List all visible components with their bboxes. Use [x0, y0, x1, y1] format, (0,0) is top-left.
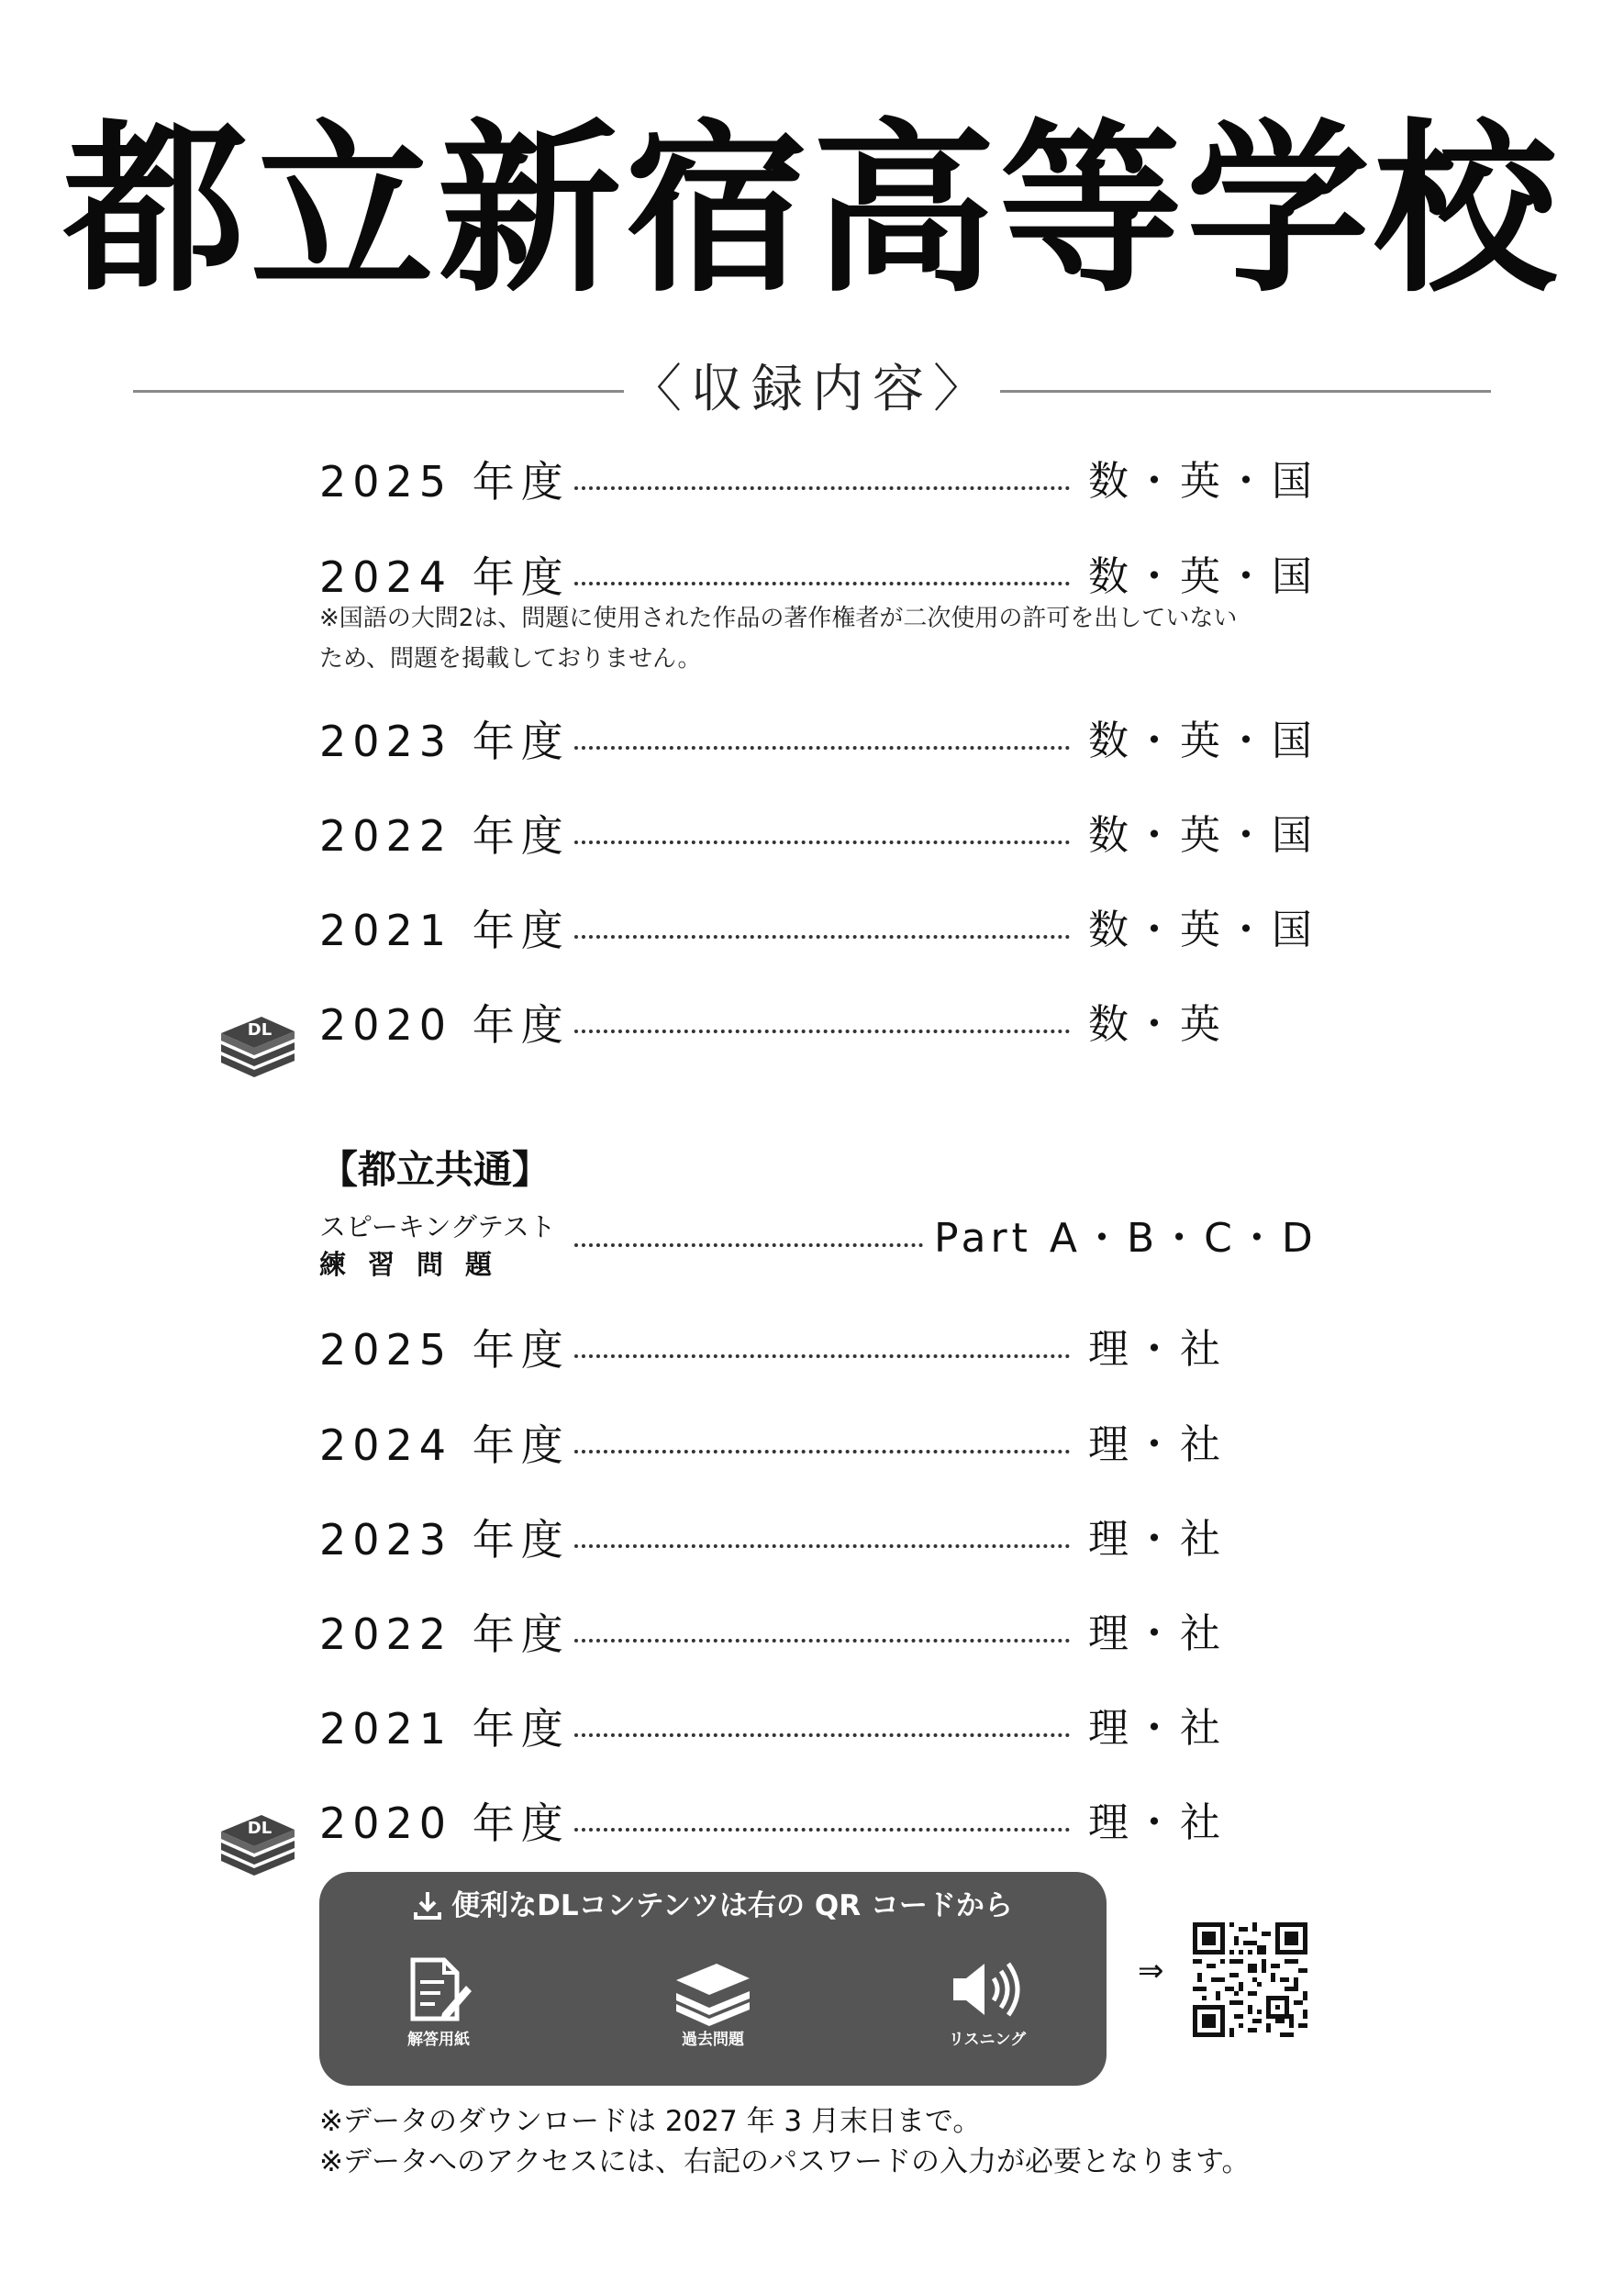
row-year: 2025 年度: [319, 1325, 570, 1375]
row-subjects: 理・社: [1088, 1799, 1226, 1846]
row-subjects: 数・英・国: [1088, 458, 1318, 505]
banner-heading-text: 便利なDLコンテンツは右の QR コードから: [451, 1889, 1013, 1922]
speaker-icon: [946, 1953, 1029, 2026]
row-year: 2020 年度: [319, 1798, 570, 1848]
leader-dots: [574, 841, 1070, 844]
leader-dots: [574, 486, 1070, 490]
leader-dots: [574, 935, 1070, 939]
footnote-download-deadline: ※データのダウンロードは 2027 年 3 月末日まで。: [319, 2105, 982, 2138]
row-subjects: 理・社: [1088, 1705, 1226, 1752]
row-subjects: 理・社: [1088, 1421, 1226, 1468]
leader-dots: [574, 582, 1070, 585]
row-year: 2021 年度: [319, 906, 570, 955]
leader-dots: [574, 1354, 1070, 1358]
row-subjects: 理・社: [1088, 1326, 1226, 1373]
row-subjects: 数・英: [1088, 1001, 1226, 1048]
row-year: 2022 年度: [319, 1609, 570, 1659]
speaking-test-label: スピーキングテスト: [319, 1211, 556, 1242]
download-books-icon: [214, 1000, 302, 1077]
leader-dots: [574, 1450, 1070, 1453]
row-subjects: 数・英・国: [1088, 812, 1318, 859]
section-rule-left: [133, 390, 624, 393]
answer-sheet-label: 解答用紙: [407, 2031, 470, 2049]
row-year: 2021 年度: [319, 1704, 570, 1754]
row-year: 2024 年度: [319, 1420, 570, 1470]
listening-item: [923, 1953, 1051, 2052]
row-year: 2023 年度: [319, 717, 570, 766]
common-heading: 【都立共通】: [319, 1147, 551, 1192]
qr-code[interactable]: [1193, 1922, 1307, 2037]
row-subjects: 理・社: [1088, 1516, 1226, 1563]
past-exams-label: 過去問題: [682, 2031, 744, 2049]
row-subjects: 数・英・国: [1088, 718, 1318, 764]
dl-content-banner: [319, 1872, 1107, 2086]
leader-dots: [574, 1828, 1070, 1832]
section-rule-right: [1000, 390, 1491, 393]
page-title: 都立新宿高等学校: [62, 104, 1561, 317]
leader-dots: [574, 1243, 923, 1247]
row-year: 2020 年度: [319, 1000, 570, 1050]
footnote-password: ※データへのアクセスには、右記のパスワードの入力が必要となります。: [319, 2145, 1251, 2178]
leader-dots: [574, 1639, 1070, 1643]
section-title: 〈収録内容〉: [630, 360, 994, 419]
row-subjects: Part A・B・C・D: [934, 1215, 1318, 1262]
arrow-to-qr: ⇒: [1138, 1953, 1164, 1989]
past-exams-item: [649, 1953, 777, 2052]
document-pen-icon: [402, 1953, 475, 2026]
copyright-note: [319, 598, 1329, 679]
note-line: ため、問題を掲載しておりません。: [319, 645, 702, 673]
dl-badge-text: DL: [247, 1020, 273, 1040]
row-year: 2025 年度: [319, 457, 570, 507]
download-icon: [413, 1890, 442, 1920]
row-subjects: 数・英・国: [1088, 553, 1318, 600]
download-books-icon: [214, 1798, 302, 1876]
banner-heading: [319, 1885, 1107, 1927]
leader-dots: [574, 1733, 1070, 1737]
answer-sheet-item: [374, 1953, 503, 2052]
note-line: ※国語の大問2は、問題に使用された作品の著作権者が二次使用の許可を出していない: [319, 605, 1238, 632]
row-year: 2023 年度: [319, 1515, 570, 1565]
dl-badge-text: DL: [247, 1819, 273, 1838]
books-icon: [669, 1953, 757, 2026]
leader-dots: [574, 746, 1070, 750]
row-year: 2024 年度: [319, 552, 570, 602]
leader-dots: [574, 1544, 1070, 1548]
listening-label: リスニング: [948, 2031, 1027, 2049]
practice-label: 練習問題: [319, 1249, 515, 1280]
leader-dots: [574, 1030, 1070, 1033]
row-year: 2022 年度: [319, 811, 570, 861]
row-subjects: 数・英・国: [1088, 907, 1318, 953]
row-subjects: 理・社: [1088, 1610, 1226, 1657]
